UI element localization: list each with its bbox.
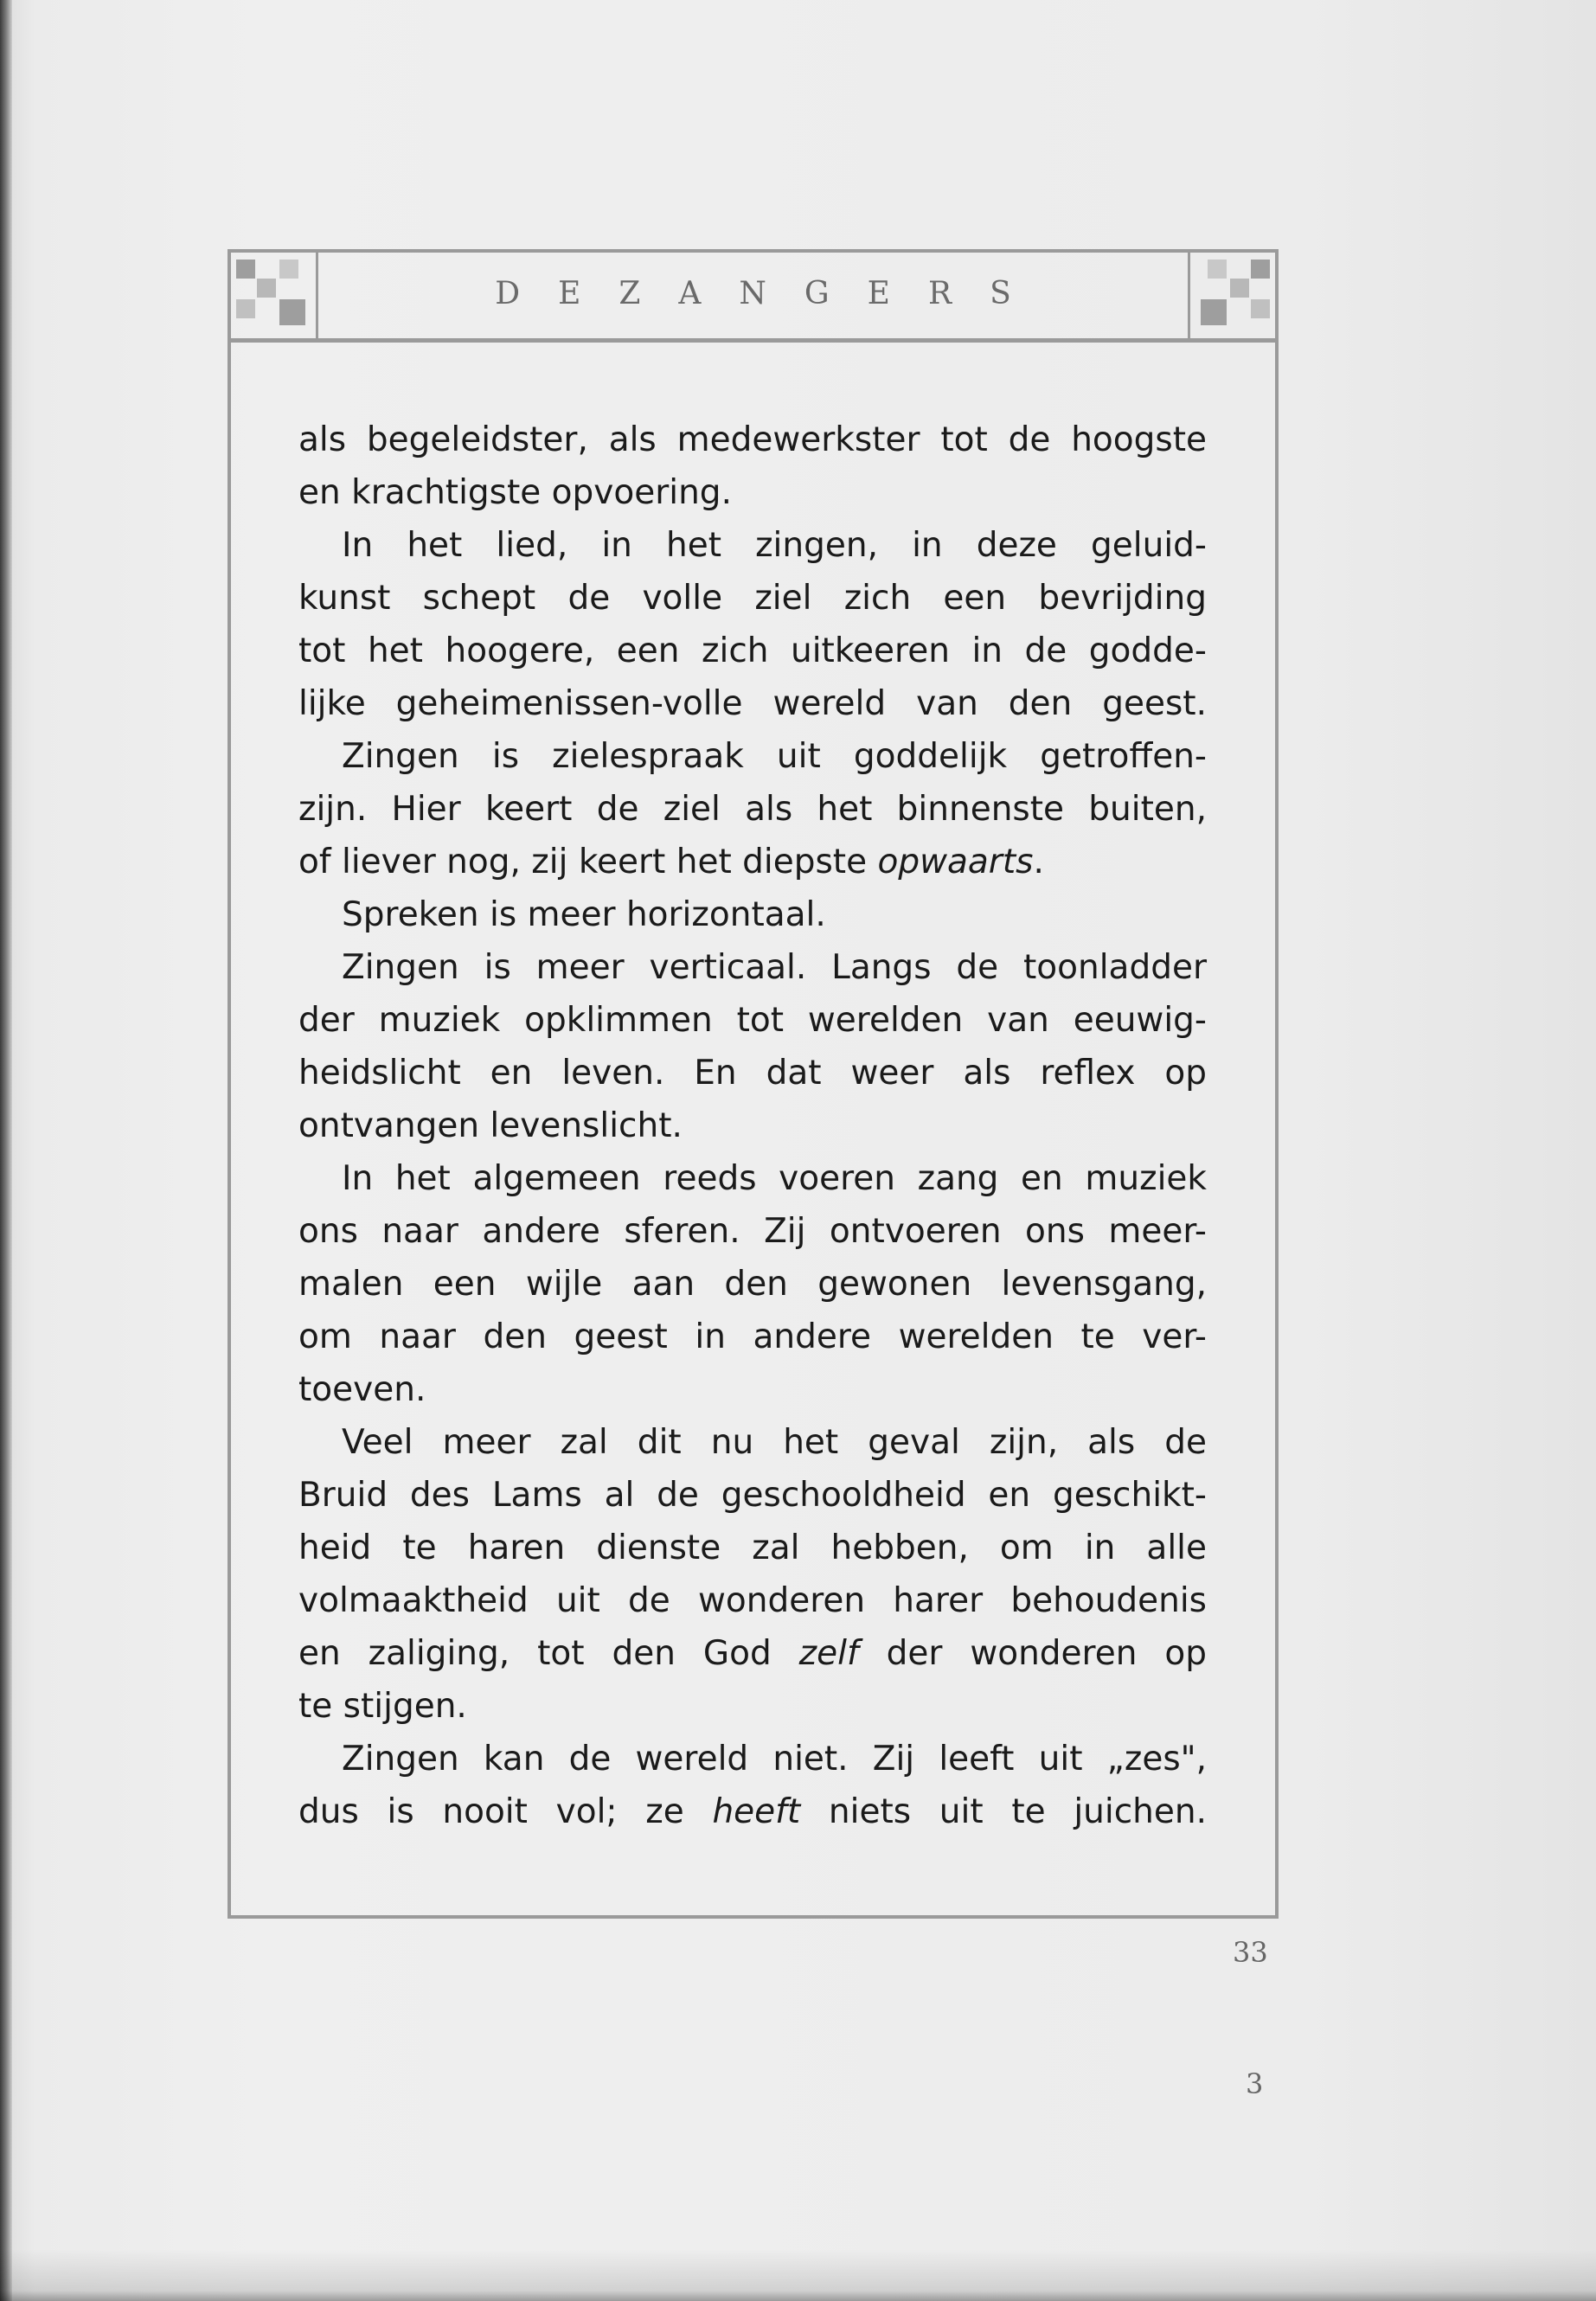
emphasis-opwaarts: opwaarts [877, 843, 1034, 881]
text-line: om naar den geest in andere werelden te ver- [298, 1317, 1207, 1356]
page-bottom-shadow [0, 2249, 1596, 2301]
text-line: heid te haren dienste zal hebben, om in alle [298, 1529, 1207, 1567]
text-segment: . [1033, 843, 1044, 881]
book-spine-shadow [0, 0, 12, 2301]
text-line: tot het hoogere, een zich uitkeeren in de godde- [298, 631, 1207, 670]
text-line: Veel meer zal dit nu het geval zijn, als de [342, 1423, 1207, 1462]
text-line: malen een wijle aan den gewonen levensgang, [298, 1265, 1207, 1304]
text-line: Zingen is meer verticaal. Langs de toonladder [342, 948, 1207, 987]
running-header-title: DEZANGERS [495, 276, 1049, 311]
emphasis-zelf: zelf [798, 1634, 859, 1673]
text-line: der muziek opklimmen tot werelden van eeuwig- [298, 1001, 1207, 1040]
text-line-with-emphasis [298, 1627, 1207, 1680]
text-line: volmaaktheid uit de wonderen harer behoudenis [298, 1581, 1207, 1620]
text-line: Spreken is meer horizontaal. [342, 895, 826, 934]
emphasis-heeft: heeft [712, 1792, 801, 1831]
header-band [228, 249, 1279, 343]
text-line: Bruid des Lams al de geschooldheid en geschikt- [298, 1476, 1207, 1515]
text-line: In het lied, in het zingen, in deze geluid- [342, 526, 1207, 565]
text-line: heidslicht en leven. En dat weer als reflex op [298, 1054, 1207, 1093]
text-line: In het algemeen reeds voeren zang en muziek [342, 1159, 1207, 1198]
text-line: en krachtigste opvoering. [298, 473, 732, 512]
text-line: kunst schept de volle ziel zich een bevrijding [298, 579, 1207, 618]
corner-ornament-right [1188, 249, 1279, 338]
text-segment: en zaliging, tot den God [298, 1634, 799, 1673]
text-line: zijn. Hier keert de ziel als het binnenste buiten, [298, 790, 1207, 829]
text-line: Zingen is zielespraak uit goddelijk getroffen- [342, 737, 1207, 776]
text-segment: dus is nooit vol; ze [298, 1792, 713, 1831]
text-line-with-emphasis [298, 836, 1207, 888]
text-line: ontvangen levenslicht. [298, 1106, 683, 1145]
text-line: te stijgen. [298, 1687, 467, 1726]
text-segment: der wonderen op [858, 1634, 1207, 1673]
text-segment: niets uit te juichen. [800, 1792, 1207, 1831]
signature-mark: 3 [1246, 2067, 1264, 2100]
text-line: Zingen kan de wereld niet. Zij leeft uit „zes", [342, 1740, 1207, 1779]
text-line: lijke geheimenissen-volle wereld van den geest. [298, 684, 1207, 723]
text-line: als begeleidster, als medewerkster tot de hoogste [298, 420, 1207, 459]
page-number: 33 [1233, 1936, 1268, 1969]
body-text [298, 413, 1207, 1838]
text-line: toeven. [298, 1370, 426, 1409]
corner-ornament-left [228, 249, 318, 338]
text-line-with-emphasis [298, 1785, 1207, 1838]
text-segment: of liever nog, zij keert het diepste [298, 843, 878, 881]
text-line: ons naar andere sferen. Zij ontvoeren ons meer- [298, 1212, 1207, 1251]
